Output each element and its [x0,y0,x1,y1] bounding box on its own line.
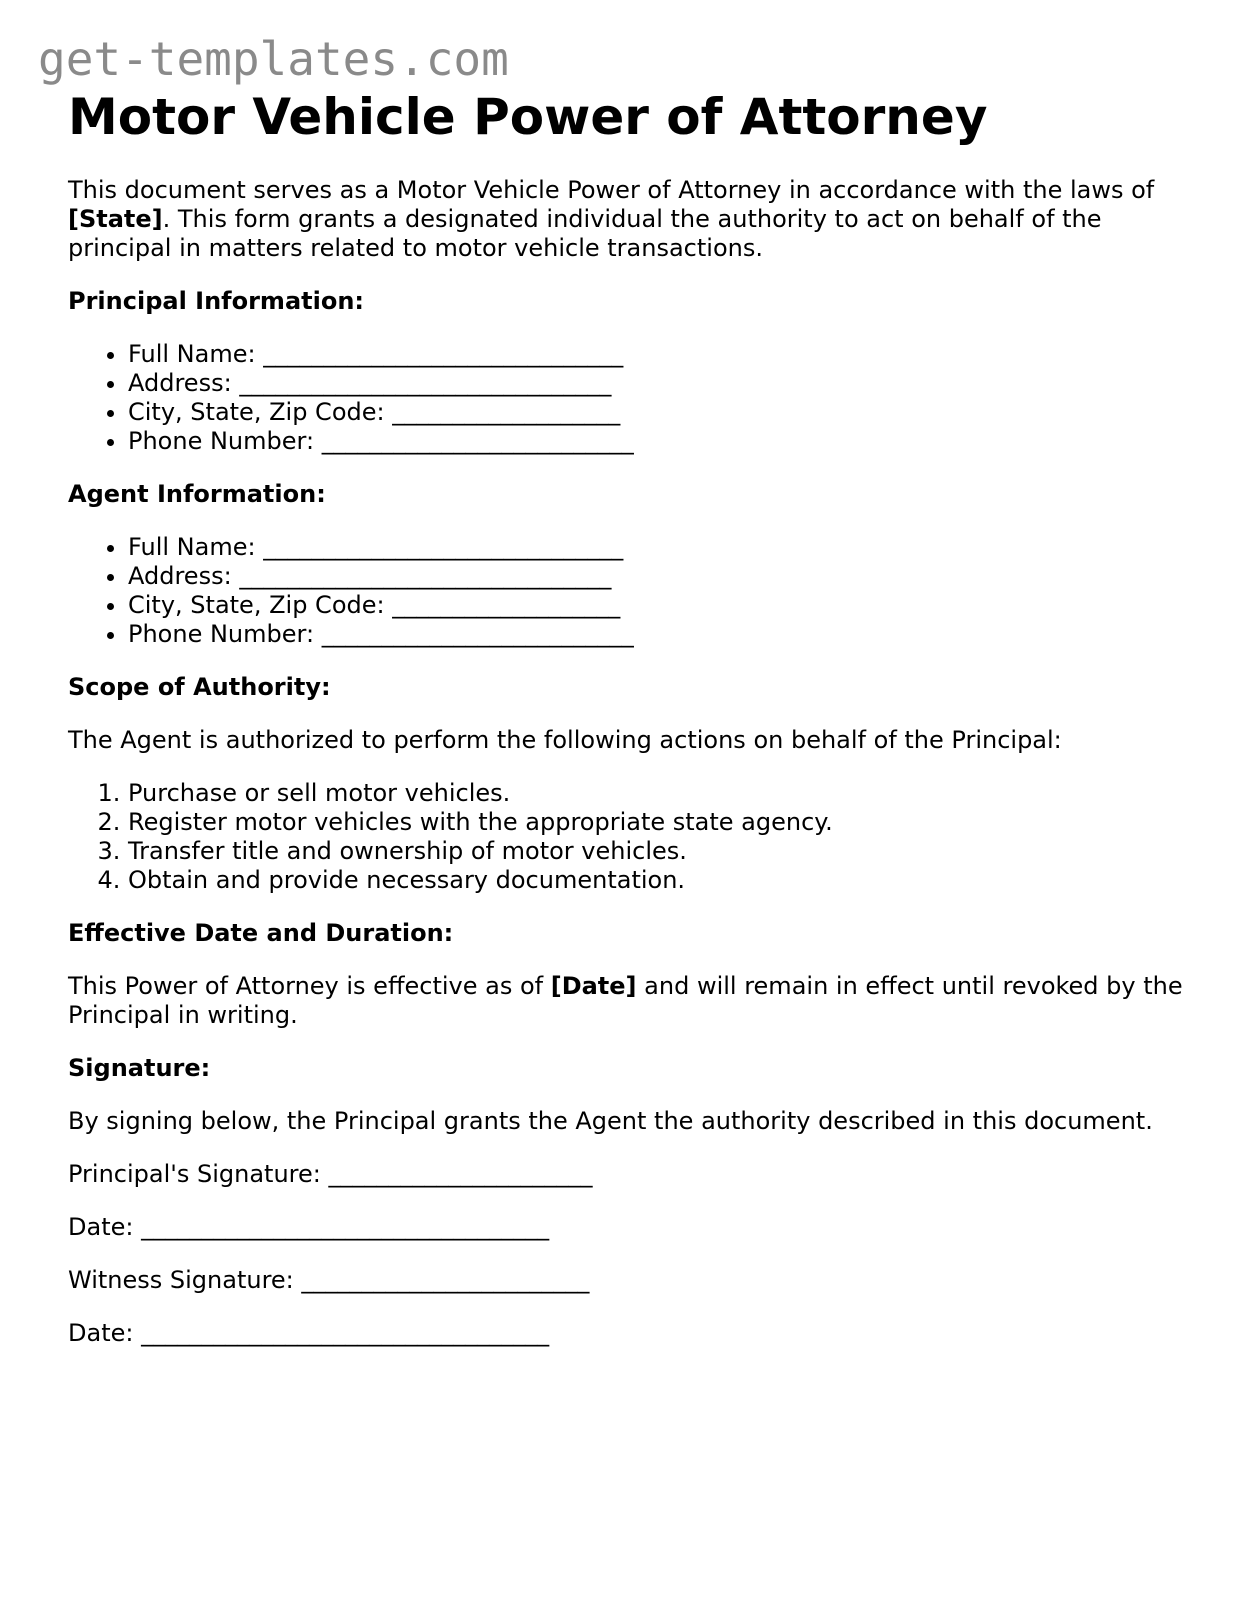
fill-blank: _______________________________ [239,562,612,590]
effective-heading: Effective Date and Duration: [68,919,454,947]
agent-address-field [128,562,1188,591]
principal-phone-field [128,427,1188,456]
fill-blank: __________________________________ [141,1319,550,1347]
field-label: Address: [128,562,232,590]
signature-label: Principal's Signature: [68,1160,321,1188]
agent-heading: Agent Information: [68,480,326,508]
agent-full-name-field [128,533,1188,562]
signature-label: Witness Signature: [68,1266,294,1294]
field-label: City, State, Zip Code: [128,591,385,619]
scope-list [68,779,1188,895]
fill-blank: __________________________ [321,620,634,648]
scope-lead: The Agent is authorized to perform the following actions on behalf of the Principal: [68,726,1062,754]
fill-blank: ______________________ [328,1160,593,1188]
field-label: Phone Number: [128,620,315,648]
scope-item: 3. Transfer title and ownership of motor vehicles. [128,837,1188,866]
field-label: Address: [128,369,232,397]
scope-heading: Scope of Authority: [68,673,331,701]
agent-city-state-zip-field [128,591,1188,620]
fill-blank: ________________________ [301,1266,590,1294]
principal-address-field [128,369,1188,398]
effective-paragraph [68,972,1188,1030]
principal-heading: Principal Information: [68,287,365,315]
agent-phone-field [128,620,1188,649]
signature-heading: Signature: [68,1054,211,1082]
field-label: Phone Number: [128,427,315,455]
witness-date-line [68,1319,1188,1348]
principal-full-name-field [128,340,1188,369]
principal-signature-line [68,1160,1188,1189]
field-label: Full Name: [128,340,256,368]
fill-blank: ___________________ [392,398,621,426]
witness-signature-line [68,1266,1188,1295]
document-title: Motor Vehicle Power of Attorney [68,88,988,146]
fill-blank: __________________________________ [141,1213,550,1241]
signature-label: Date: [68,1213,134,1241]
principal-city-state-zip-field [128,398,1188,427]
document-page [68,88,1188,1348]
field-label: City, State, Zip Code: [128,398,385,426]
fill-blank: ______________________________ [263,533,624,561]
signature-label: Date: [68,1319,134,1347]
watermark: get-templates.com [38,32,509,86]
date-placeholder: [Date] [550,972,637,1000]
signature-lead: By signing below, the Principal grants the Agent the authority described in this document. [68,1107,1153,1135]
intro-paragraph [68,176,1188,263]
fill-blank: ______________________________ [263,340,624,368]
effective-text-2: and will remain in effect until revoked by the Principal in writing. [68,972,1183,1029]
state-placeholder: [State] [68,205,163,233]
fill-blank: __________________________ [321,427,634,455]
scope-item: 2. Register motor vehicles with the appropriate state agency. [128,808,1188,837]
intro-text-1: This document serves as a Motor Vehicle Power of Attorney in accordance with the laws of [68,176,1155,204]
effective-text-1: This Power of Attorney is effective as of [68,972,551,1000]
principal-fields [68,340,1188,456]
principal-date-line [68,1213,1188,1242]
agent-fields [68,533,1188,649]
intro-text-2: . This form grants a designated individual the authority to act on behalf of the principal in matters related to motor vehicle transactions. [68,205,1102,262]
scope-item: 4. Obtain and provide necessary documentation. [128,866,1188,895]
fill-blank: _______________________________ [239,369,612,397]
fill-blank: ___________________ [392,591,621,619]
field-label: Full Name: [128,533,256,561]
scope-item: 1. Purchase or sell motor vehicles. [128,779,1188,808]
